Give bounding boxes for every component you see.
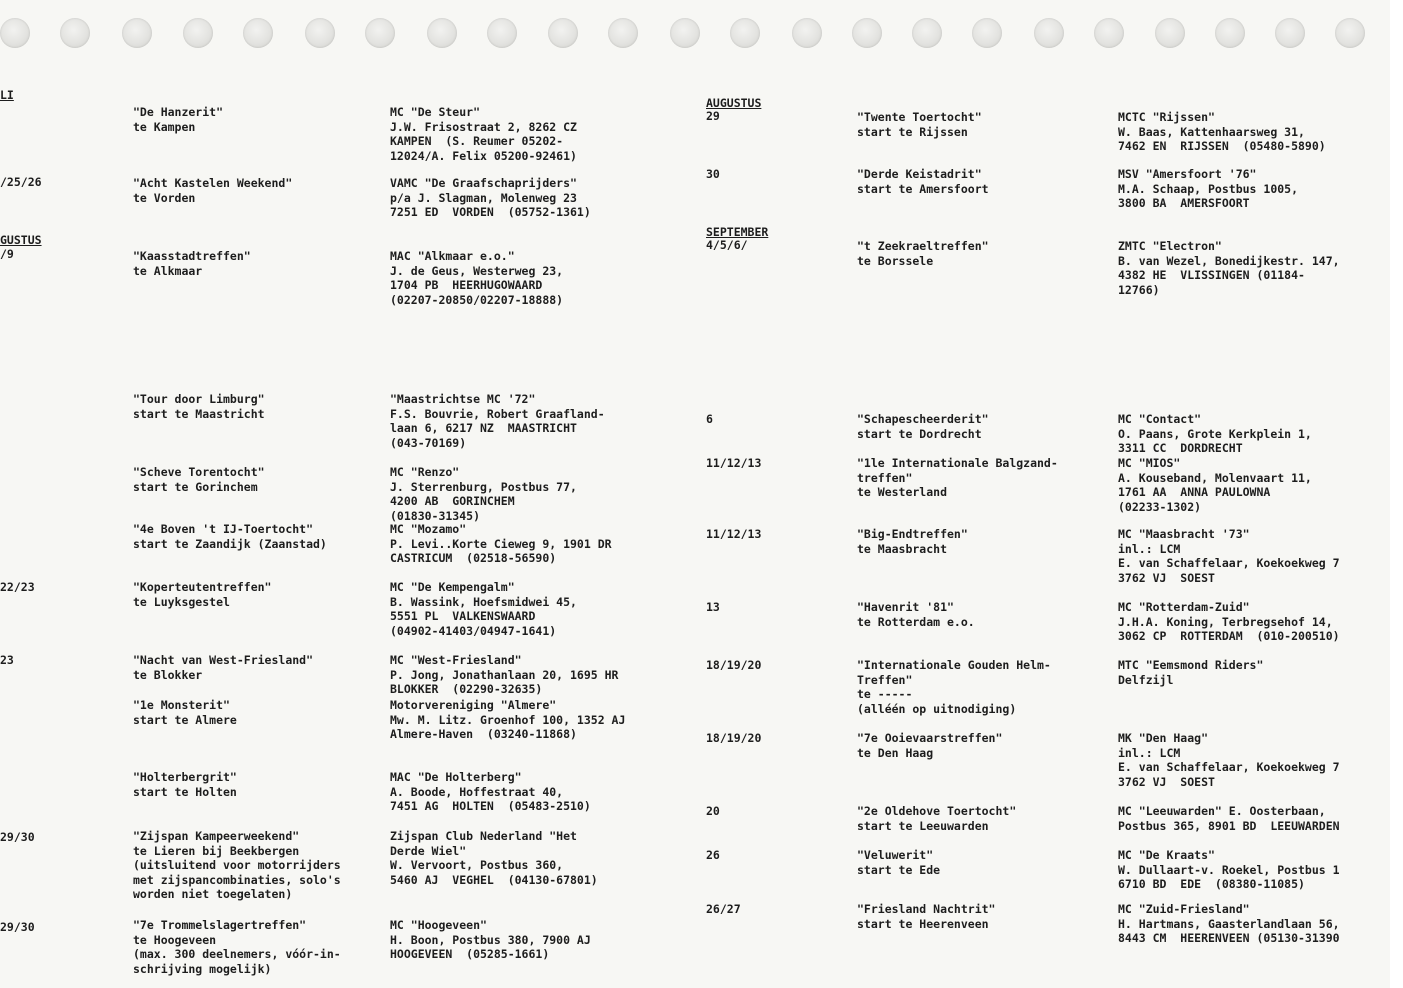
event-title: "t Zeekraeltreffen" (857, 239, 989, 253)
event-location: te Maasbracht (857, 541, 948, 556)
binder-hole (1155, 18, 1185, 48)
binder-hole (972, 18, 1002, 48)
event-organizer-line: (02233-1302) (1118, 499, 1202, 514)
event-date: /9 (0, 247, 14, 261)
event-title: "Big-Endtreffen" (857, 527, 968, 541)
event-title: "Schapescheerderit" (857, 412, 989, 426)
event-organizer-line: J.W. Frisostraat 2, 8262 CZ (390, 119, 577, 134)
month-header: AUGUSTUS (706, 96, 762, 110)
event-organizer-line: 5551 PL VALKENSWAARD (390, 609, 536, 624)
event-organizer-line: B. van Wezel, Bonedijkestr. 147, (1118, 253, 1340, 268)
event-organizer-line: 12024/A. Felix 05200-92461) (390, 148, 577, 163)
binder-hole (912, 18, 942, 48)
binder-hole (427, 18, 457, 48)
binder-hole (243, 18, 273, 48)
event-organizer-line: 4200 AB GORINCHEM (390, 494, 515, 509)
event-location: start te Gorinchem (133, 479, 258, 494)
event-location: start te Leeuwarden (857, 818, 989, 833)
event-organizer-line: Mw. M. Litz. Groenhof 100, 1352 AJ (390, 712, 626, 727)
event-location: te Hoogeveen (max. 300 deelnemers, vóór-in- schrijving mogelijk) (133, 932, 341, 976)
event-organizer-line: A. Kouseband, Molenvaart 11, (1118, 470, 1312, 485)
event-organizer-line: J.H.A. Koning, Terbregsehof 14, (1118, 614, 1333, 629)
event-organizer-line: MCTC "Rijssen" (1118, 110, 1215, 124)
event-title: "Derde Keistadrit" (857, 167, 982, 181)
event-date: GUSTUS (0, 233, 42, 247)
event-organizer-line: MC "MIOS" (1118, 456, 1181, 470)
event-date: 11/12/13 (706, 527, 762, 541)
event-organizer-line: HOOGEVEEN (05285-1661) (390, 947, 550, 962)
event-organizer-line: MC "Hoogeveen" (390, 918, 487, 932)
event-title: "7e Ooievaarstreffen" (857, 731, 1003, 745)
event-organizer-line: W. Vervoort, Postbus 360, (390, 858, 564, 873)
event-date: /25/26 (0, 175, 42, 189)
event-organizer-line: MTC "Eemsmond Riders" (1118, 658, 1264, 672)
event-date: 29 (706, 109, 720, 123)
event-organizer-line: MAC "Alkmaar e.o." (390, 249, 515, 263)
event-organizer-line: 7451 AG HOLTEN (05483-2510) (390, 799, 591, 814)
event-organizer-line: B. Wassink, Hoefsmidwei 45, (390, 594, 577, 609)
event-organizer-line: Delfzijl (1118, 672, 1174, 687)
event-title: "Holterbergrit" (133, 770, 237, 784)
event-location: te Den Haag (857, 745, 934, 760)
binder-hole (365, 18, 395, 48)
event-location: te Lieren bij Beekbergen (uitsluitend voor motorrijders met zijspancombinaties, solo's worden niet toegelaten) (133, 843, 341, 902)
event-organizer-line: MC "West-Friesland" (390, 653, 522, 667)
event-organizer-line: (02207-20850/02207-18888) (390, 292, 564, 307)
binder-hole (1094, 18, 1124, 48)
event-organizer-line: MC "Zuid-Friesland" (1118, 902, 1250, 916)
event-title: "4e Boven 't IJ-Toertocht" (133, 522, 314, 536)
event-organizer-line: KAMPEN (S. Reumer 05202- (390, 134, 564, 149)
event-date: 26/27 (706, 902, 741, 916)
event-location: te Kampen (133, 119, 196, 134)
event-organizer-line: MSV "Amersfoort '76" (1118, 167, 1257, 181)
event-location: te Alkmaar (133, 263, 203, 278)
event-organizer-line: inl.: LCM (1118, 745, 1181, 760)
event-location: te Borssele (857, 253, 934, 268)
event-organizer-line: E. van Schaffelaar, Koekoekweg 7 (1118, 556, 1340, 571)
binder-hole (60, 18, 90, 48)
event-organizer-line: 7462 EN RIJSSEN (05480-5890) (1118, 139, 1326, 154)
event-organizer-line: P. Jong, Jonathanlaan 20, 1695 HR (390, 667, 619, 682)
event-organizer-line: Motorvereniging "Almere" (390, 698, 557, 712)
event-location: Treffen" te ----- (alléén op uitnodiging) (857, 672, 1017, 716)
binder-hole (670, 18, 700, 48)
event-organizer-line: 4382 HE VLISSINGEN (01184- (1118, 268, 1305, 283)
event-date: 26 (706, 848, 720, 862)
event-organizer-line: Derde Wiel" (390, 843, 467, 858)
event-organizer-line: 1761 AA ANNA PAULOWNA (1118, 485, 1271, 500)
binder-hole (792, 18, 822, 48)
event-location: start te Amersfoort (857, 181, 989, 196)
event-date: 6 (706, 412, 713, 426)
event-date: 11/12/13 (706, 456, 762, 470)
binder-hole (0, 18, 30, 48)
event-title: "Friesland Nachtrit" (857, 902, 996, 916)
event-organizer-line: inl.: LCM (1118, 541, 1181, 556)
event-title: "Twente Toertocht" (857, 110, 982, 124)
event-organizer-line: E. van Schaffelaar, Koekoekweg 7 (1118, 760, 1340, 775)
binder-hole (1335, 18, 1365, 48)
binder-hole (1275, 18, 1305, 48)
event-organizer-line: 3311 CC DORDRECHT (1118, 441, 1243, 456)
event-organizer-line: 8443 CM HEERENVEEN (05130-31390 (1118, 931, 1340, 946)
event-location: start te Ede (857, 862, 941, 877)
binder-hole (1034, 18, 1064, 48)
event-location: te Luyksgestel (133, 594, 230, 609)
event-location: te Rotterdam e.o. (857, 614, 975, 629)
event-organizer-line: MAC "De Holterberg" (390, 770, 522, 784)
event-organizer-line: MC "Renzo" (390, 465, 460, 479)
event-date: 4/5/6/ (706, 238, 748, 252)
event-location: treffen" te Westerland (857, 470, 948, 500)
event-location: te Vorden (133, 190, 196, 205)
binder-hole (730, 18, 760, 48)
event-title: "Zijspan Kampeerweekend" (133, 829, 300, 843)
event-organizer-line: H. Hartmans, Gaasterlandlaan 56, (1118, 916, 1340, 931)
event-title: "1le Internationale Balgzand- (857, 456, 1058, 470)
event-organizer-line: MC "De Kraats" (1118, 848, 1215, 862)
event-date: 23 (0, 653, 14, 667)
event-date: 13 (706, 600, 720, 614)
binder-holes (0, 18, 1390, 54)
event-date: 18/19/20 (706, 658, 762, 672)
binder-hole (548, 18, 578, 48)
event-organizer-line: MC "De Kempengalm" (390, 580, 515, 594)
event-title: "De Hanzerit" (133, 105, 224, 119)
event-organizer-line: 3800 BA AMERSFOORT (1118, 196, 1250, 211)
event-organizer-line: 12766) (1118, 282, 1160, 297)
event-date: 29/30 (0, 920, 35, 934)
event-organizer-line: MC "De Steur" (390, 105, 481, 119)
event-title: "1e Monsterit" (133, 698, 230, 712)
event-organizer-line: J. Sterrenburg, Postbus 77, (390, 479, 577, 494)
event-title: "7e Trommelslagertreffen" (133, 918, 307, 932)
event-title: "Veluwerit" (857, 848, 934, 862)
event-location: start te Holten (133, 784, 237, 799)
event-organizer-line: F.S. Bouvrie, Robert Graafland- (390, 406, 605, 421)
event-title: "2e Oldehove Toertocht" (857, 804, 1017, 818)
event-organizer-line: (01830-31345) (390, 508, 481, 523)
event-organizer-line: CASTRICUM (02518-56590) (390, 551, 557, 566)
event-organizer-line: O. Paans, Grote Kerkplein 1, (1118, 426, 1312, 441)
event-organizer-line: 1704 PB HEERHUGOWAARD (390, 278, 543, 293)
event-title: "Internationale Gouden Helm- (857, 658, 1051, 672)
event-organizer-line: laan 6, 6217 NZ MAASTRICHT (390, 421, 577, 436)
event-organizer-line: Zijspan Club Nederland "Het (390, 829, 577, 843)
event-location: start te Almere (133, 712, 237, 727)
event-title: "Scheve Torentocht" (133, 465, 265, 479)
event-organizer-line: ZMTC "Electron" (1118, 239, 1222, 253)
event-organizer-line: A. Boode, Hoffestraat 40, (390, 784, 564, 799)
binder-hole (122, 18, 152, 48)
event-location: start te Maastricht (133, 406, 265, 421)
page-edge (1390, 0, 1403, 988)
event-date: 29/30 (0, 830, 35, 844)
event-date: 20 (706, 804, 720, 818)
event-organizer-line: 3762 VJ SOEST (1118, 570, 1215, 585)
event-organizer-line: (04902-41403/04947-1641) (390, 623, 557, 638)
event-location: te Blokker (133, 667, 203, 682)
event-title: "Tour door Limburg" (133, 392, 265, 406)
binder-hole (1215, 18, 1245, 48)
event-organizer-line: W. Dullaart-v. Roekel, Postbus 1 (1118, 862, 1340, 877)
event-location: start te Zaandijk (Zaanstad) (133, 536, 327, 551)
event-title: "Nacht van West-Friesland" (133, 653, 314, 667)
event-organizer-line: p/a J. Slagman, Molenweg 23 (390, 190, 577, 205)
event-title: "Kaasstadtreffen" (133, 249, 251, 263)
event-organizer-line: H. Boon, Postbus 380, 7900 AJ (390, 932, 591, 947)
event-organizer-line: M.A. Schaap, Postbus 1005, (1118, 181, 1299, 196)
event-location: start te Dordrecht (857, 426, 982, 441)
event-organizer-line: 3762 VJ SOEST (1118, 774, 1215, 789)
event-organizer-line: MC "Rotterdam-Zuid" (1118, 600, 1250, 614)
event-date: LI (0, 88, 14, 102)
event-organizer-line: 6710 BD EDE (08380-11085) (1118, 877, 1305, 892)
binder-hole (183, 18, 213, 48)
event-date: 18/19/20 (706, 731, 762, 745)
event-location: start te Rijssen (857, 124, 968, 139)
event-organizer-line: (043-70169) (390, 435, 467, 450)
event-location: start te Heerenveen (857, 916, 989, 931)
binder-hole (487, 18, 517, 48)
event-title: "Acht Kastelen Weekend" (133, 176, 293, 190)
event-organizer-line: MC "Mozamo" (390, 522, 467, 536)
event-organizer-line: VAMC "De Graafschaprijders" (390, 176, 577, 190)
event-title: "Koperteutentreffen" (133, 580, 272, 594)
event-organizer-line: J. de Geus, Westerweg 23, (390, 263, 564, 278)
event-date: 22/23 (0, 580, 35, 594)
event-organizer-line: W. Baas, Kattenhaarsweg 31, (1118, 124, 1305, 139)
binder-hole (852, 18, 882, 48)
binder-hole (305, 18, 335, 48)
event-organizer-line: 3062 CP ROTTERDAM (010-200510) (1118, 629, 1340, 644)
event-organizer-line: P. Levi..Korte Cieweg 9, 1901 DR (390, 536, 612, 551)
event-organizer-line: MC "Maasbracht '73" (1118, 527, 1250, 541)
binder-hole (608, 18, 638, 48)
event-organizer-line: "Maastrichtse MC '72" (390, 392, 536, 406)
event-organizer-line: Almere-Haven (03240-11868) (390, 727, 577, 742)
event-organizer-line: BLOKKER (02290-32635) (390, 682, 543, 697)
event-date: 30 (706, 167, 720, 181)
event-organizer-line: MK "Den Haag" (1118, 731, 1209, 745)
event-organizer-line: MC "Contact" (1118, 412, 1202, 426)
event-organizer-line: Postbus 365, 8901 BD LEEUWARDEN (1118, 818, 1340, 833)
month-header: SEPTEMBER (706, 225, 769, 239)
event-organizer-line: MC "Leeuwarden" E. Oosterbaan, (1118, 804, 1326, 818)
event-title: "Havenrit '81" (857, 600, 954, 614)
event-organizer-line: 5460 AJ VEGHEL (04130-67801) (390, 872, 598, 887)
event-organizer-line: 7251 ED VORDEN (05752-1361) (390, 205, 591, 220)
